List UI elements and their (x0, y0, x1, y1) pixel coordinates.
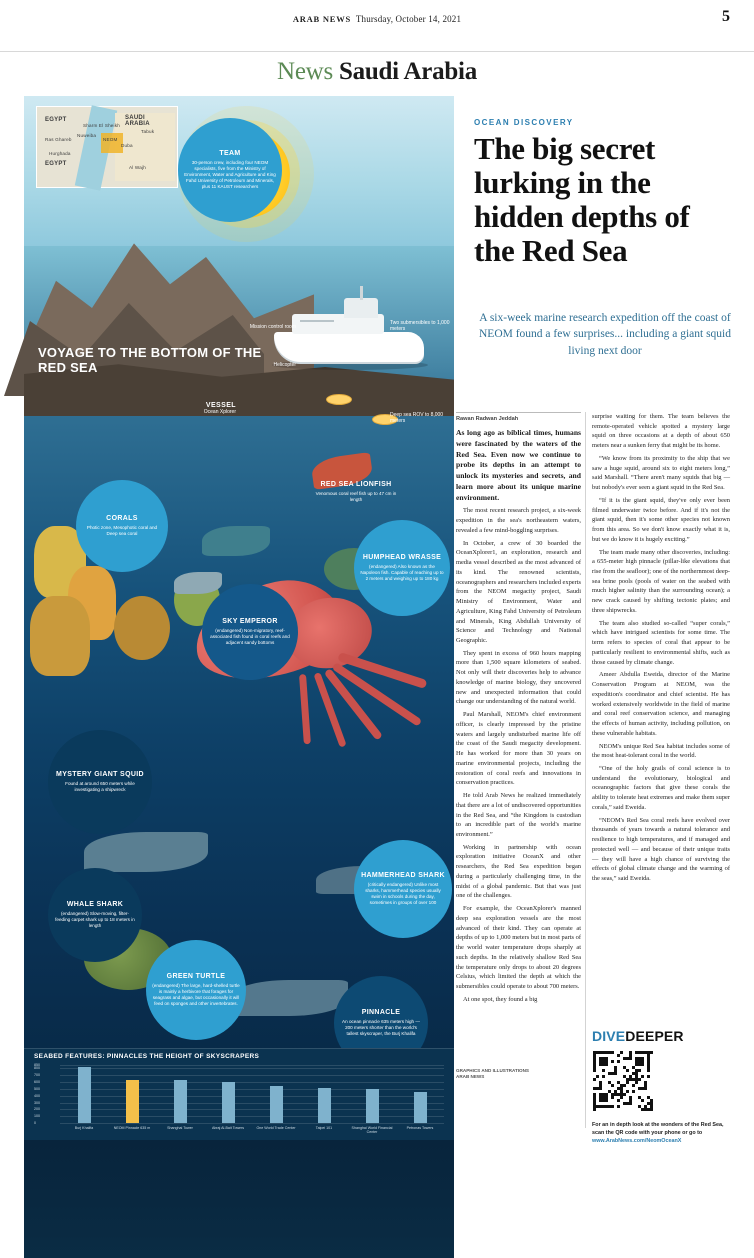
chart-gridline (60, 1089, 444, 1090)
chart-bar (366, 1089, 379, 1123)
qr-cell (611, 1051, 614, 1054)
qr-cell (593, 1069, 596, 1072)
chart-x-label: Taipei 101 (315, 1126, 333, 1130)
chart-gridline (60, 1109, 444, 1110)
dive-deeper-accent: DIVE (592, 1028, 626, 1044)
helicopter-rotor-icon (300, 320, 334, 322)
chart-x-label: Shanghai World Financial Center (351, 1126, 393, 1135)
helicopter-label-title: Helicopter (273, 362, 296, 368)
bubble-green-turtle-title: GREEN TURTLE (166, 973, 226, 981)
locator-map (36, 106, 178, 188)
submersibles-label-title: Two submersibles to 1,000 meters (390, 320, 450, 332)
qr-cell (623, 1093, 626, 1096)
chart-x-label: Burj Khalifa (74, 1126, 94, 1130)
chart-y-tick: 100 (34, 1114, 40, 1119)
bubble-wrasse-desc: (endangered) Also known as the Napoleon fish. Capable of reaching up to 2 meters and weighing up to 180 kg (360, 564, 444, 581)
chart-bar (126, 1080, 139, 1123)
article-column-left (456, 428, 581, 1128)
qr-cell (629, 1102, 632, 1105)
bubble-corals-title: CORALS (106, 515, 138, 522)
map-neom-area (101, 133, 123, 153)
article-column-right (592, 412, 730, 1128)
qr-cell (623, 1084, 626, 1087)
qr-cell (626, 1069, 629, 1072)
article-kicker: OCEAN DISCOVERY (474, 118, 574, 127)
coral-shape-3 (30, 596, 90, 676)
vessel-label (146, 402, 236, 415)
mission-control-label-title: Mission control room (249, 324, 296, 330)
chart-y-tick: 300 (34, 1100, 40, 1105)
bubble-sky-emperor-desc: (endangered) Non-migratory, reef-associated fish found in coral reefs and adjacent sandy bottoms (210, 628, 290, 645)
dive-deeper-bold: DEEPER (625, 1028, 684, 1044)
chart-x-label: One World Trade Center (256, 1126, 296, 1130)
section-news-label: News (277, 58, 333, 85)
bubble-pinnacle-desc: An ocean pinnacle 635 meters high — 200 meters shorter than the world's tallest skyscraper, the Burj Khalifa (342, 1019, 420, 1036)
map-label-egypt-2: EGYPT (45, 161, 67, 167)
coral-shape-4 (114, 596, 170, 660)
qr-cell (617, 1099, 620, 1102)
dive-deeper-heading (592, 1028, 732, 1044)
qr-cell (647, 1069, 650, 1072)
bubble-wrasse-title: HUMPHEAD WRASSE (362, 554, 442, 562)
bubble-squid-desc: Found at around 650 meters while investigating a shipwreck (65, 781, 135, 793)
chart-y-tick: 850 (34, 1063, 40, 1067)
qr-cell (611, 1105, 614, 1108)
squid-tentacle-1 (337, 652, 427, 689)
bubble-hammerhead-shark (354, 840, 452, 938)
rov-label-title: Deep sea ROV to 8,000 meters (390, 412, 444, 424)
research-vessel-mast (360, 286, 363, 300)
qr-cell (626, 1090, 629, 1093)
page-title: The big secret lurking in the hidden depths of the Red Sea (474, 131, 690, 269)
chart-x-label: Petronas Towers (406, 1126, 434, 1130)
qr-cell (638, 1078, 641, 1081)
chart-title: SEABED FEATURES: PINNACLES THE HEIGHT OF SKYSCRAPERS (34, 1053, 260, 1060)
qr-cell (617, 1105, 620, 1108)
qr-cell (644, 1087, 647, 1090)
qr-cell (611, 1096, 614, 1099)
bubble-lionfish-title: RED SEA LIONFISH (320, 481, 392, 488)
dive-deeper-text (592, 1122, 734, 1145)
bubble-humphead-wrasse (354, 520, 450, 616)
map-label-saudi: SAUDI ARABIA (125, 115, 150, 127)
qr-cell (593, 1078, 596, 1081)
qr-cell (629, 1057, 632, 1060)
qr-cell (647, 1075, 650, 1078)
qr-cell (611, 1084, 614, 1087)
qr-code[interactable] (592, 1050, 654, 1112)
squid-tentacle-5 (299, 674, 311, 744)
chart-gridline (60, 1065, 444, 1066)
qr-cell (602, 1069, 605, 1072)
chart-gridline (60, 1075, 444, 1076)
article-paragraph: They spent in excess of 960 hours mapping more than 1,500 square kilometers of seabed. Not only will their discoveries help to advance knowledge of marine biology, they uncovered new and unexpected information that could change our understanding of the natural world. (456, 649, 581, 706)
byline: Rawan Radwan Jeddah (456, 412, 581, 422)
column-divider (585, 412, 586, 1128)
chart-y-tick: 200 (34, 1107, 40, 1112)
chart-gridline (60, 1096, 444, 1097)
article-paragraph: surprise waiting for them. The team believes the remote-operated vehicle spotted a mystery large squid on three occasions at a depth of about 650 meters near a sunken ferry that might be its home. (592, 413, 730, 450)
sky-emperor-illustration (174, 572, 222, 594)
chart-plot-area (34, 1063, 444, 1135)
qr-cell (641, 1063, 644, 1066)
map-place-0: Ras Ghareb (45, 137, 72, 142)
article-paragraph: For example, the OceanXplorer's manned deep sea exploration vessels are the most advanced of their kind. They can operate at depths of up to 1,000 meters but in most parts of the world water temperature drops sharply at such depths. In the relatively shallow Red Sea the temperature only drops to about 20 degrees Celsius, which limited the depth at which the submersibles could operate to about 700 meters. (456, 905, 581, 990)
bubble-mystery-giant-squid (48, 730, 152, 834)
bubble-team-desc: 30-person crew, including four NEOM specialists, five from the Ministry of Environment, Water and Agriculture and King Fahd University of Petroleum and Minerals, plus 11 KAUST researchers (184, 160, 276, 189)
article-paragraph: “NEOM's Red Sea coral reefs have evolved over thousands of years towards a natural tolerance and resilience to high temperatures, and if managed and protected well — and because of their unique traits — they will have a high chance of surviving the effects of global climate change and the warming of the seas,” said Eweida. (592, 816, 730, 883)
shark-illustration-lower (230, 980, 348, 1016)
bubble-green-turtle-desc: (endangered) The large, hard-shelled turtle is mainly a herbivore that forages for seagrass and algae, but occasionally it will feed on sponges and other invertebrates. (152, 983, 240, 1006)
chart-y-tick: 500 (34, 1086, 40, 1091)
qr-cell (599, 1087, 602, 1090)
section-header (0, 58, 754, 86)
chart-bar (270, 1086, 283, 1123)
bubble-whale-shark (48, 868, 142, 962)
article-paragraph: He told Arab News he realized immediately that there are a lot of undiscovered opportunities in the Red Sea, and “the Kingdom is custodian to an incredible part of the world's marine environment.” (456, 792, 581, 838)
article-paragraph: In October, a crew of 30 boarded the OceanXplorer1, an exploration, research and media vessel described as the most advanced of its kind. The renowned scientists, oceanographers and researchers included experts from the NEOM megacity project, Saudi Ministry of Environment, Water and Agriculture, King Fahd University of Petroleum and Minerals, King Abdullah University of Science and Technology and National Geographic. (456, 539, 581, 645)
infographic-panel (24, 96, 454, 1158)
map-place-1: Hurghada (49, 151, 71, 156)
submersible-icon-1 (326, 394, 352, 405)
article-paragraph: “One of the holy grails of coral science is to understand the evolutionary, biological and oceanographic factors that give these corals the ability to tolerate heat extremes and make them super corals,” said Eweida. (592, 764, 730, 811)
bubble-corals (76, 480, 168, 572)
bubble-whale-shark-desc: (endangered) Slow-moving, filter-feeding carpet shark up to 18 meters in length (55, 911, 135, 928)
map-place-6: Al Wajh (129, 165, 146, 170)
whale-shark-illustration (84, 832, 208, 872)
bubble-team-title: TEAM (219, 150, 241, 158)
qr-cell (605, 1063, 608, 1066)
chart-bar (222, 1082, 235, 1123)
qr-cell (605, 1099, 608, 1102)
article-standfirst: A six-week marine research expedition off the coast of NEOM found a few surprises... including a giant squid living next door (478, 312, 731, 357)
qr-cell (638, 1069, 641, 1072)
qr-cell (632, 1090, 635, 1093)
bubble-team (178, 118, 282, 222)
bubble-corals-desc: Photic zone, Mesophotic coral and Deep sea coral (86, 525, 158, 537)
dive-deeper-instructions: For an in depth look at the wonders of the Red Sea, scan the QR code with your phone or go to (592, 1122, 724, 1136)
seabed-background (24, 1140, 454, 1258)
bubble-green-turtle (146, 940, 246, 1040)
chart-bar (174, 1080, 187, 1123)
rov-label (390, 412, 452, 424)
article-paragraph: “If it is the giant squid, they've only ever been filmed underwater twice before. And if it's not the giant squid, then it's some other species not known from this area. So we don't know exactly what it is, but we do know it is hugely exciting.” (592, 496, 730, 543)
map-place-5: Nuweiba (77, 133, 97, 138)
qr-cell (617, 1054, 620, 1057)
bubble-lionfish-desc: Venomous coral reef fish up to 47 cm in length (315, 491, 397, 503)
chart-gridline (60, 1123, 444, 1124)
bubble-whale-shark-title: WHALE SHARK (66, 901, 124, 909)
qr-cell (620, 1096, 623, 1099)
article-paragraph: The most recent research project, a six-week expedition in the sea's northeastern waters, revealed a few mind-boggling surprises. (456, 507, 581, 534)
bubble-hammerhead-title: HAMMERHEAD SHARK (361, 872, 445, 880)
chart-y-tick: 400 (34, 1093, 40, 1098)
bubble-squid-title: MYSTERY GIANT SQUID (56, 771, 144, 778)
seabed-chart (24, 1048, 454, 1140)
qr-cell (593, 1108, 596, 1111)
dive-deeper-url[interactable]: www.ArabNews.com/NeomOceanX (592, 1137, 682, 1144)
chart-bar (414, 1092, 427, 1123)
chart-x-label: NEOM Pinnacle 635 m (113, 1126, 151, 1130)
masthead-center (0, 14, 754, 24)
qr-cell (650, 1108, 653, 1111)
vessel-label-desc: Ocean Xplorer (203, 409, 236, 415)
map-label-egypt: EGYPT (45, 117, 67, 123)
qr-cell (632, 1084, 635, 1087)
article-paragraph: Paul Marshall, NEOM's chief environment officer, is clearly impressed by the pristine waters and largely undisturbed marine life off the coast of the Saudi megacity development. He has worked for more than 30 years on marine environmental projects, including the restoration of coral reefs and innovations in conservation practices. (456, 711, 581, 787)
qr-cell (641, 1099, 644, 1102)
bubble-sky-emperor-title: SKY EMPEROR (222, 618, 278, 626)
chart-y-tick: 800 (34, 1066, 40, 1071)
chart-x-label: Shanghai Tower (167, 1126, 193, 1130)
chart-gridline (60, 1068, 444, 1069)
article-paragraph: “We know from its proximity to the ship that we saw a huge squid, around six to eight meters long,” said Marshall. “There aren't many squids that big — but nobody's ever seen a giant squid in the Red Sea. (592, 454, 730, 492)
chart-y-tick: 0 (34, 1121, 36, 1125)
section-region-label: Saudi Arabia (338, 58, 477, 85)
bubble-pinnacle-title: PINNACLE (361, 1009, 401, 1017)
publication-date: Thursday, October 14, 2021 (355, 14, 462, 24)
dive-deeper-title (592, 1028, 732, 1044)
map-place-2: Duba (121, 143, 133, 148)
mission-control-label (222, 324, 296, 330)
qr-cell (626, 1081, 629, 1084)
chart-y-tick: 700 (34, 1073, 40, 1078)
vessel-label-title: VESSEL (205, 402, 236, 409)
chart-gridline (60, 1116, 444, 1117)
article-paragraph: Ameer Abdulla Eweida, director of the Marine Conservation Program at NEOM, was the expedition's coordinator and chief scientist. He has worked extensively worldwide in the field of marine and coral reef conservation science, and managing the effects of human activity, including pollution, on these vulnerable habitats. (592, 671, 730, 737)
article-paragraph: At one spot, they found a big (463, 995, 538, 1003)
qr-cell (650, 1051, 653, 1054)
map-place-3: Tabuk (141, 129, 155, 134)
qr-cell (611, 1060, 614, 1063)
qr-cell (602, 1075, 605, 1078)
chart-x-label: Abraj Al-Bait Towers (211, 1126, 245, 1130)
article-paragraph: As long ago as biblical times, humans were fascinated by the waters of the Red Sea. Even now we continue to probe its depths in an attempt to unlock its mysteries and secrets, and learn more about its unique marine environment. (456, 428, 581, 502)
bubble-sky-emperor (202, 584, 298, 680)
humphead-wrasse-illustration (202, 526, 270, 556)
submersibles-label (390, 320, 452, 332)
chart-y-tick: 600 (34, 1080, 40, 1085)
page-number: 5 (722, 8, 730, 25)
article-paragraph: The team also studied so-called “super corals,” which have intrigued scientists for some time. The term refers to species of coral that appear to be particularly resilient to environmental shifts, such as those caused by climate change. (592, 619, 730, 666)
map-place-4: Sharm El Sheikh (83, 123, 120, 128)
qr-cell (635, 1081, 638, 1084)
chart-gridline (60, 1103, 444, 1104)
chart-gridline (60, 1082, 444, 1083)
research-vessel-hull (274, 332, 424, 362)
qr-cell (614, 1072, 617, 1075)
masthead (0, 0, 754, 52)
article-paragraph: Working in partnership with ocean exploration initiative OceanX and other researchers, the Red Sea expedition began during a particularly challenging time, in the midst of a global pandemic. But that was just one of the challenges. (456, 843, 581, 900)
qr-cell (617, 1060, 620, 1063)
map-label-neom: NEOM (103, 137, 118, 142)
article-paragraph: NEOM's unique Red Sea habitat includes some of the most heat-tolerant coral in the world. (592, 742, 730, 760)
chart-bar (78, 1067, 91, 1123)
voyage-title: VOYAGE TO THE BOTTOM OF THE RED SEA (38, 345, 262, 375)
qr-cell (620, 1051, 623, 1054)
publication-name: ARAB NEWS (292, 14, 351, 24)
bubble-hammerhead-desc: (critically endangered) Unlike most sharks, hammerhead species usually swim in schools during the day, sometimes in groups of over 100 (365, 882, 441, 905)
qr-cell (641, 1075, 644, 1078)
graphics-credit: GRAPHICS AND ILLUSTRATIONS ARAB NEWS (456, 1068, 529, 1080)
chart-bar (318, 1088, 331, 1123)
article-paragraph: The team made many other discoveries, including: a 655-meter high pinnacle (pillar-like elevations that rise from the seafloor); one of the northernmost deep-sea brine pools (pools of water on the seabed with much higher salinity than the surrounding ocean); a new crack caused by shifting tectonic plates; and three shipwrecks. (592, 548, 730, 614)
research-vessel-bridge (344, 298, 378, 318)
qr-cell (596, 1075, 599, 1078)
